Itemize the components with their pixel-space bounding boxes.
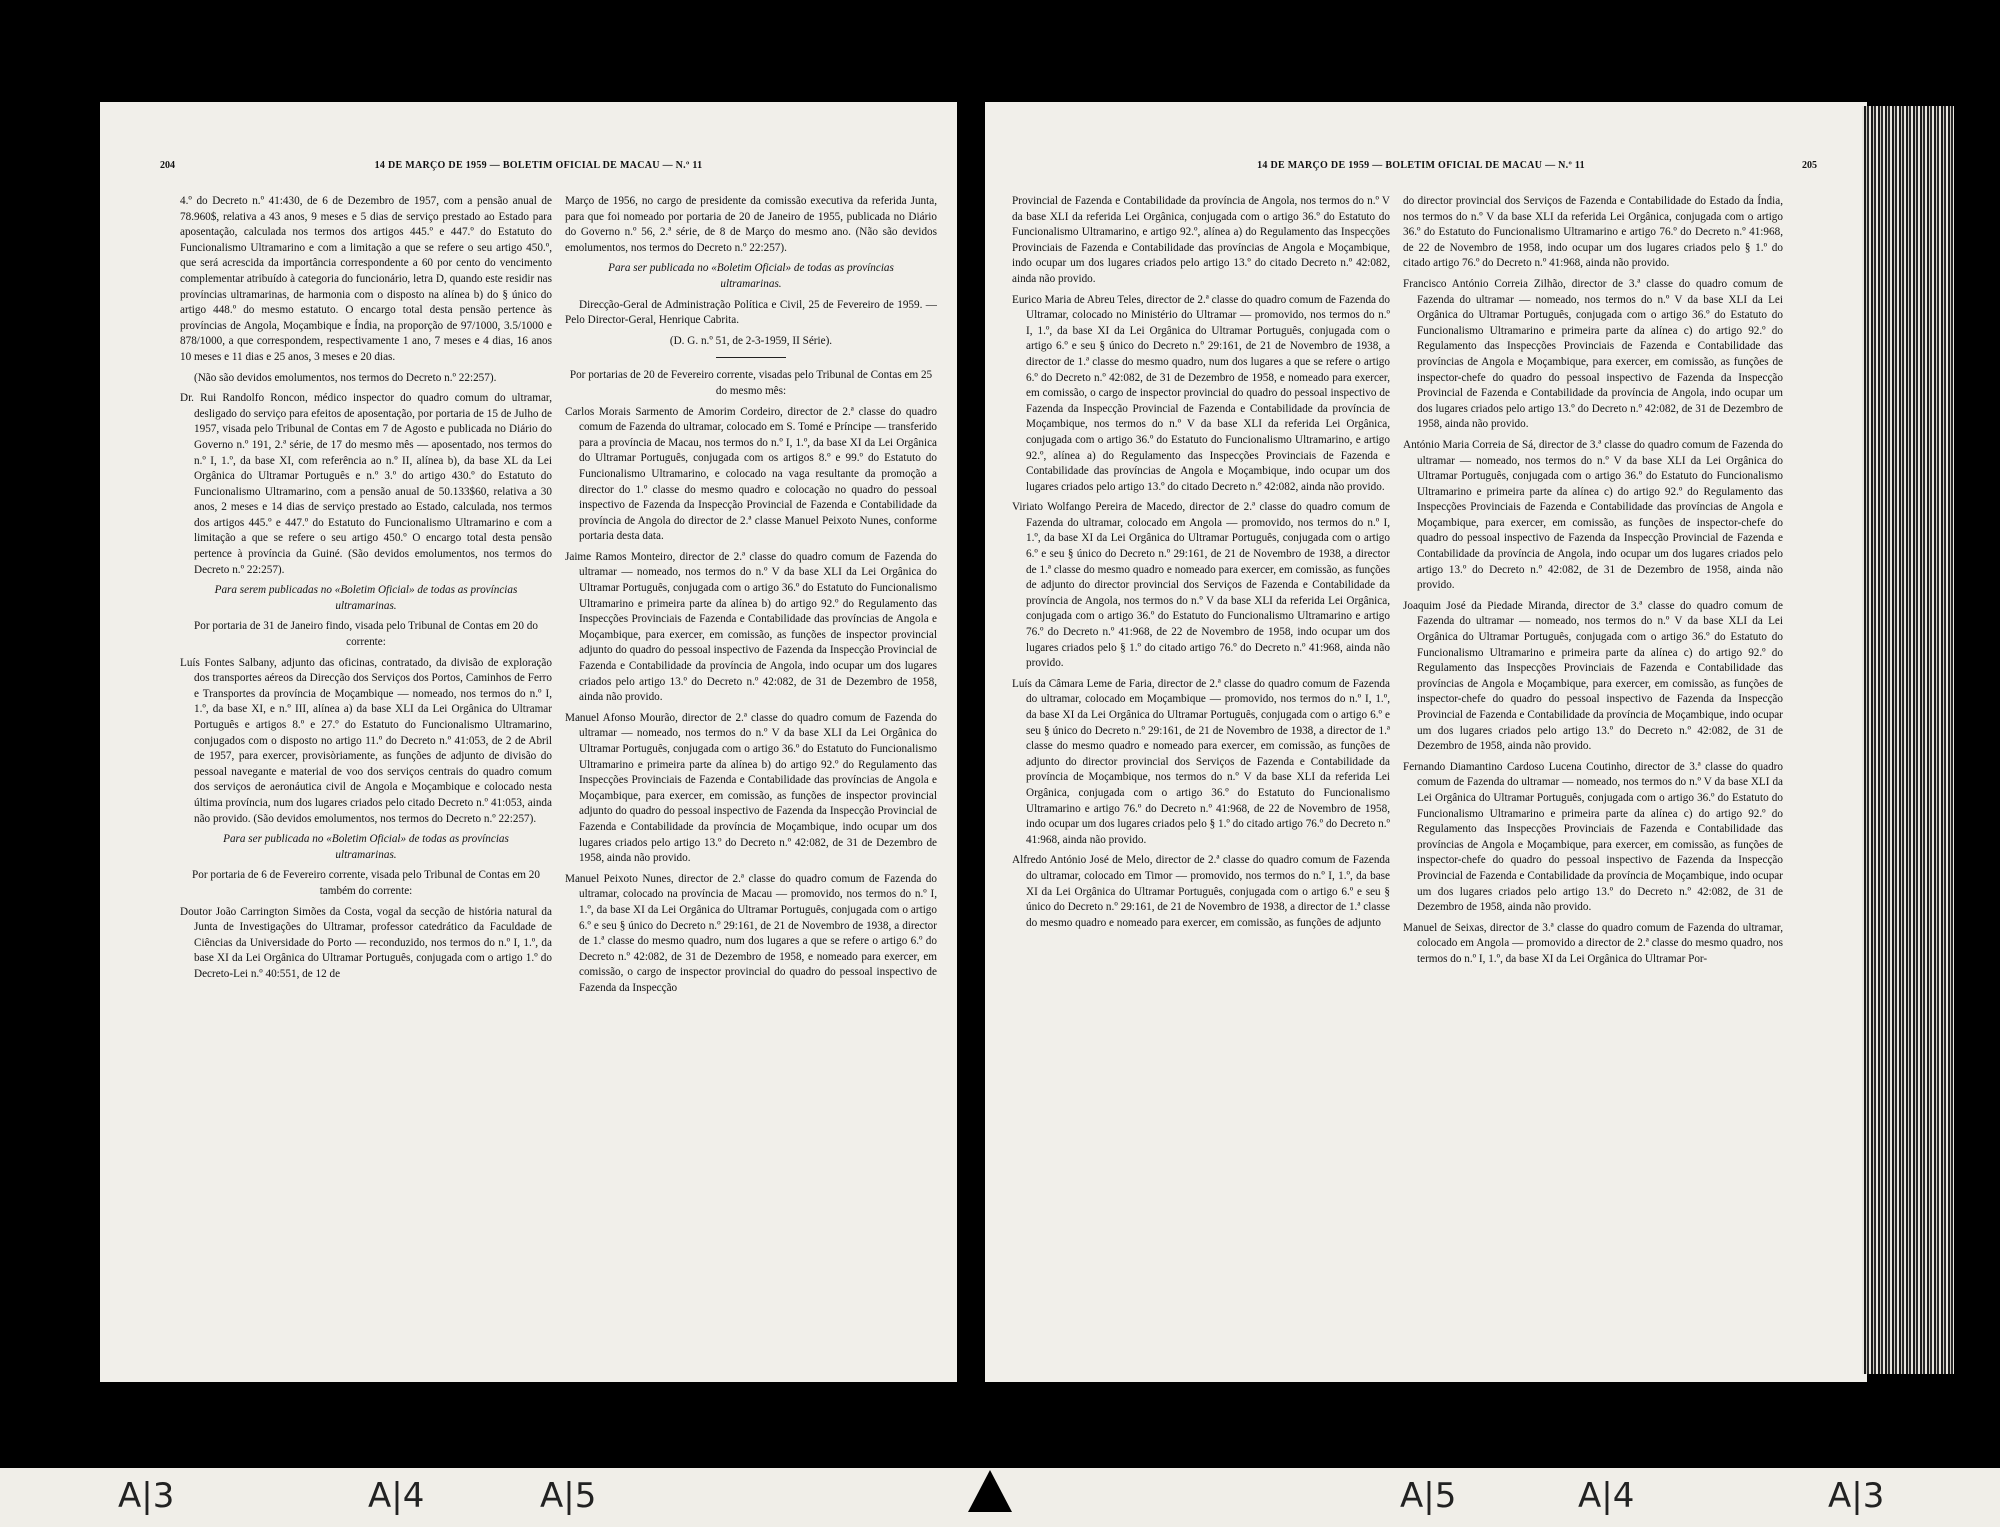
paragraph: Por portarias de 20 de Fevereiro corrente, visadas pelo Tribunal de Contas em 25 do mesmo mês:	[569, 369, 933, 397]
decree-entry: Jaime Ramos Monteiro, director de 2.ª classe do quadro comum de Fazenda do ultramar — nomeado, nos termos do n.º V da base XLI da Lei Orgânica do Ultramar Português, conjugada com o artigo 36.º do Estatuto do Funcionalismo Ultramarino e primeira parte da alínea b) do artigo 92.º do Regulamento das Inspecções Provinciais de Fazenda e Contabilidade das províncias de Angola e Moçambique, para exercer, em comissão, as funções de inspector provincial adjunto do quadro do pessoal inspectivo de Fazenda da Inspecção Provincial de Fazenda e Contabilidade da província de Angola, indo ocupar um dos lugares criados pelo artigo 13.º do Decreto n.º 42:082, de 31 de Dezembro de 1958, ainda não provido.	[565, 550, 937, 704]
decree-entry: Luís Fontes Salbany, adjunto das oficinas, contratado, da divisão de exploração dos transportes aéreos da Direcção dos Serviços dos Portos, Caminhos de Ferro e Transportes da província de Moçambique — nomeado, nos termos do n.º I, 1.º, da base XI, e n.º III, alínea a) da base XLI da Lei Orgânica do Ultramar Português e artigos 8.º e 27.º do Estatuto do Funcionalismo Ultramarino, conjugados com o disposto no artigo 11.º do Decreto n.º 41:053, de 2 de Abril de 1957, para exercer, provisòriamente, as funções de adjunto de divisão do pessoal navegante e material de voo dos serviços centrais do quadro comum dos serviços de aeronáutica civil de Angola e Moçambique e colocado nesta última província, num dos lugares criados pelo citado Decreto n.º 41:053, ainda não provido. (São devidos emolumentos, nos termos do Decreto n.º 22:257).	[180, 656, 552, 825]
paragraph: Por portaria de 6 de Fevereiro corrente, visada pelo Tribunal de Contas em 20 também do corrente:	[192, 869, 540, 897]
paragraph: Por portaria de 31 de Janeiro findo, visada pelo Tribunal de Contas em 20 do corrente:	[194, 620, 538, 649]
decree-entry: Alfredo António José de Melo, director de 2.ª classe do quadro comum de Fazenda do ultramar, colocado em Timor — promovido, nos termos do n.º I, 1.º, da base XI da Lei Orgânica do Ultramar Português, conjugada com o artigo 6.º e seu § único do Decreto n.º 29:161, de 21 de Novembro de 1938, a director de 1.ª classe do mesmo quadro e nomeado para exercer, em comissão, as funções de adjunto	[1012, 854, 1390, 929]
right-page	[985, 102, 1867, 1382]
left-column-2	[565, 194, 937, 1359]
decree-entry: Eurico Maria de Abreu Teles, director de 2.ª classe do quadro comum de Fazenda do Ultramar, colocado no Ministério do Ultramar — promovido, nos termos do n.º I, 1.º, da base XI da Lei Orgânica do Ultramar Português, conjugada com o artigo 6.º e seu § único do Decreto n.º 29:161, de 21 de Novembro de 1938, a director de 1.ª classe do mesmo quadro, num dos lugares a que se refere o artigo 6.º do Decreto n.º 42:082, de 31 de Dezembro de 1958, e nomeado para exercer, em comissão, o cargo de inspector provincial do quadro do pessoal inspectivo de Fazenda da Inspecção Provincial de Fazenda e Contabilidade da província de Moçambique, nos termos do n.º V da base XLI da referida Lei Orgânica, conjugada com o artigo 36.º do Estatuto do Funcionalismo Ultramarino, e artigo 92.º, alínea a) do Regulamento das Inspecções Provinciais de Fazenda e Contabilidade das províncias de Angola e Moçambique, indo ocupar um dos lugares criados pelo artigo 13.º do citado Decreto n.º 42:082, ainda não provido.	[1012, 293, 1390, 493]
left-page-number: 204	[160, 160, 175, 171]
decree-entry: António Maria Correia de Sá, director de 3.ª classe do quadro comum de Fazenda do ultramar — nomeado, nos termos do n.º V da base XLI da Lei Orgânica do Ultramar Português, conjugada com o artigo 36.º do Estatuto do Funcionalismo Ultramarino e primeira parte da alínea c) do artigo 92.º do Regulamento das Inspecções Provinciais de Fazenda e Contabilidade das províncias de Angola e Moçambique, para exercer, em comissão, as funções de inspector-chefe do quadro do pessoal inspectivo de Fazenda da Inspecção Provincial de Fazenda e Contabilidade da província de Angola, indo ocupar um dos lugares criados pelo artigo 13.º do Decreto n.º 42:082, de 31 de Dezembro de 1958, ainda não provido.	[1403, 438, 1783, 592]
decree-entry: Doutor João Carrington Simões da Costa, vogal da secção de história natural da Junta de Investigações do Ultramar, professor catedrático da Faculdade de Ciências da Universidade do Porto — reconduzido, nos termos do n.º I, 1.º, da base XI da Lei Orgânica do Ultramar Português, conjugada com o artigo 1.º do Decreto-Lei n.º 40:551, de 12 de	[180, 905, 552, 980]
decree-entry: Luís da Câmara Leme de Faria, director de 2.ª classe do quadro comum de Fazenda do ultramar, colocado em Moçambique — promovido, nos termos do n.º I, 1.º, da base XI da Lei Orgânica do Ultramar Português, conjugada com o artigo 6.º e seu § único do Decreto n.º 29:161, de 21 de Novembro de 1938, a director de 1.ª classe do mesmo quadro e nomeado para exercer, em comissão, as funções de adjunto do director provincial dos Serviços de Fazenda e Contabilidade da província de Moçambique, nos termos do n.º V da base XLI da referida Lei Orgânica, conjugada com o artigo 36.º do Estatuto do Funcionalismo Ultramarino e artigo 76.º do Decreto n.º 41:968, de 22 de Novembro de 1958, indo ocupar um dos lugares criados pelo § 1.º do citado artigo 76.º do Decreto n.º 41:968, ainda não provido.	[1012, 677, 1390, 846]
left-header-title: 14 DE MARÇO DE 1959 — BOLETIM OFICIAL DE MACAU — N.º 11	[374, 160, 703, 171]
book-page-edges	[1862, 106, 1954, 1374]
decree-entry: Viriato Wolfango Pereira de Macedo, director de 2.ª classe do quadro comum de Fazenda do ultramar, colocado em Angola — promovido, nos termos do n.º I, 1.º, da base XI da Lei Orgânica do Ultramar Português, conjugada com o artigo 6.º e seu § único do Decreto n.º 29:161, de 21 de Novembro de 1938, a director de 1.ª classe do mesmo quadro e nomeado para exercer, em comissão, as funções de adjunto do director provincial dos Serviços de Fazenda e Contabilidade da província de Angola, nos termos do n.º V da base XLI da referida Lei Orgânica, conjugada com o artigo 36.º do Estatuto do Funcionalismo Ultramarino e artigo 76.º do Decreto n.º 41:968, de 22 de Novembro de 1958, indo ocupar um dos lugares criados pelo § 1.º do citado artigo 76.º do Decreto n.º 41:968, ainda não provido.	[1012, 501, 1390, 670]
decree-entry: Manuel de Seixas, director de 3.ª classe do quadro comum de Fazenda do ultramar, colocado em Angola — promovido a director de 2.ª classe do mesmo quadro, nos termos do n.º I, 1.º, da base XI da Lei Orgânica do Ultramar Por-	[1403, 921, 1783, 965]
decree-entry: Carlos Morais Sarmento de Amorim Cordeiro, director de 2.ª classe do quadro comum de Fazenda do ultramar, colocado em S. Tomé e Príncipe — transferido para a província de Macau, nos termos do n.º I, 1.º, da base XI da Lei Orgânica do Ultramar Português, conjugada com os artigos 8.º e 99.º do Estatuto do Funcionalismo Ultramarino, e colocado na vaga resultante da promoção a director do 1.º classe do mesmo quadro e colocação no quadro do pessoal inspectivo de Fazenda da Inspecção Provincial de Fazenda e Contabilidade da província de Angola do director de 2.ª classe Manuel Peixoto Nunes, conforme portaria desta data.	[565, 405, 937, 543]
paragraph: Provincial de Fazenda e Contabilidade da província de Angola, nos termos do n.º V da base XLI da referida Lei Orgânica, conjugada com o artigo 36.º do Estatuto do Funcionalismo Ultramarino, e artigo 92.º, alínea a) do Regulamento das Inspecções Provinciais de Fazenda e Contabilidade das províncias de Angola e Moçambique, indo ocupar um dos lugares criados pelo artigo 13.º do citado Decreto n.º 42:082, ainda não provido.	[1012, 195, 1390, 285]
decree-entry: Francisco António Correia Zilhão, director de 3.ª classe do quadro comum de Fazenda do ultramar — nomeado, nos termos do n.º V da base XLI da Lei Orgânica do Ultramar Português, conjugada com o artigo 36.º do Estatuto do Funcionalismo Ultramarino e primeira parte da alínea c) do artigo 92.º do Regulamento das Inspecções Provinciais de Fazenda e Contabilidade das províncias de Angola e Moçambique, para exercer, em comissão, as funções de inspector-chefe do quadro do pessoal inspectivo de Fazenda da Inspecção Provincial de Fazenda e Contabilidade da província de Angola, indo ocupar um dos lugares criados pelo artigo 13.º do Decreto n.º 42:082, de 31 de Dezembro de 1958, ainda não provido.	[1403, 277, 1783, 431]
decree-entry: Fernando Diamantino Cardoso Lucena Coutinho, director de 3.ª classe do quadro comum de Fazenda do ultramar — nomeado, nos termos do n.º V da base XLI da Lei Orgânica do Ultramar Português, conjugada com o artigo 36.º do Estatuto do Funcionalismo Ultramarino e primeira parte da alínea c) do artigo 92.º do Regulamento das Inspecções Provinciais de Fazenda e Contabilidade das províncias de Angola e Moçambique, para exercer, em comissão, as funções de inspector-chefe do quadro do pessoal inspectivo de Fazenda da Inspecção Provincial de Fazenda e Contabilidade da província de Moçambique, indo ocupar um dos lugares criados pelo artigo 13.º do Decreto n.º 42:082, de 31 de Dezembro de 1958, ainda não provido.	[1403, 760, 1783, 914]
publication-note: Para ser publicada no «Boletim Oficial» de todas as províncias ultramarinas.	[223, 833, 509, 861]
right-header-title: 14 DE MARÇO DE 1959 — BOLETIM OFICIAL DE MACAU — N.º 11	[1257, 160, 1585, 171]
film-marker: A|3	[1828, 1476, 1885, 1516]
film-marker: A|4	[1578, 1476, 1635, 1516]
paragraph: Março de 1956, no cargo de presidente da comissão executiva da referida Junta, para que foi nomeado por portaria de 20 de Janeiro de 1955, publicada no Diário do Governo n.º 56, 2.ª série, de 8 de Março do mesmo ano. (Não são devidos emolumentos, nos termos do Decreto n.º 22:257).	[565, 195, 937, 254]
left-page	[100, 102, 957, 1382]
film-center-notch	[968, 1470, 1012, 1512]
paragraph: 4.º do Decreto n.º 41:430, de 6 de Dezembro de 1957, com a pensão anual de 78.960$, relativa a 43 anos, 9 meses e 5 dias de serviço prestado ao Estado para aposentação, calculada nos termos dos artigos 445.º e 447.º do Estatuto do Funcionalismo Ultramarino e com a limitação a que se refere o seu artigo 450.º, que será acrescida da importância correspondente a 60 por cento do vencimento complementar atribuído à categoria do funcionário, letra D, quando este residir nas províncias ultramarinas, de harmonia com o disposto na alínea b) do § único do artigo 448.º do mesmo estatuto. O encargo total desta pensão pertence às províncias de Angola, Moçambique e Índia, na proporção de 97/1000, 3.5/1000 e 878/1000, a que correspondem, respectivamente 1 ano, 7 meses e 4 dias, 16 anos 10 meses e 11 dias e 25 anos, 3 meses e 20 dias.	[180, 195, 552, 363]
decree-entry: Joaquim José da Piedade Miranda, director de 3.ª classe do quadro comum de Fazenda do ultramar — nomeado, nos termos do n.º V da base XLI da Lei Orgânica do Ultramar Português, conjugada com o artigo 36.º do Estatuto do Funcionalismo Ultramarino e primeira parte da alínea c) do artigo 92.º do Regulamento das Inspecções Provinciais de Fazenda e Contabilidade das províncias de Angola e Moçambique, para exercer, em comissão, as funções de inspector-chefe do quadro do pessoal inspectivo de Fazenda da Inspecção Provincial de Fazenda e Contabilidade da província de Moçambique, indo ocupar um dos lugares criados pelo artigo 13.º do Decreto n.º 42:082, de 31 de Dezembro de 1958, ainda não provido.	[1403, 599, 1783, 753]
right-column-1	[1012, 194, 1390, 1359]
decree-entry: Manuel Afonso Mourão, director de 2.ª classe do quadro comum de Fazenda do ultramar — nomeado, nos termos do n.º V da base XLI da Lei Orgânica do Ultramar Português, conjugada com o artigo 36.º do Estatuto do Funcionalismo Ultramarino e primeira parte da alínea b) do artigo 92.º do Regulamento das Inspecções Provinciais de Fazenda e Contabilidade das províncias de Angola e Moçambique, para exercer, em comissão, as funções de inspector provincial adjunto do quadro do pessoal inspectivo de Fazenda da Inspecção Provincial de Fazenda e Contabilidade da província de Moçambique, indo ocupar um dos lugares criados pelo artigo 13.º do Decreto n.º 42:082, de 31 de Dezembro de 1958, ainda não provido.	[565, 711, 937, 865]
film-marker: A|3	[118, 1476, 175, 1516]
publication-note: Para ser publicada no «Boletim Oficial» de todas as províncias ultramarinas.	[608, 262, 894, 290]
section-divider	[716, 357, 786, 358]
film-marker: A|5	[1400, 1476, 1457, 1516]
film-marker: A|5	[540, 1476, 597, 1516]
paragraph: do director provincial dos Serviços de Fazenda e Contabilidade do Estado da Índia, nos termos do n.º V da base XLI da referida Lei Orgânica, conjugada com o artigo 36.º do Estatuto do Funcionalismo Ultramarino e artigo 76.º do Decreto n.º 41:968, de 22 de Novembro de 1958, indo ocupar um dos lugares criados pelo § 1.º do citado artigo 76.º do Decreto n.º 41:968, ainda não provido.	[1403, 195, 1783, 270]
decree-entry: Dr. Rui Randolfo Roncon, médico inspector do quadro comum do ultramar, desligado do serviço para efeitos de aposentação, por portaria de 15 de Julho de 1957, visada pelo Tribunal de Contas em 7 de Agosto e publicada no Diário do Governo n.º 191, 2.ª série, de 17 do mesmo mês — aposentado, nos termos do n.º I, 1.º, da base XI, com referência ao n.º II, alínea b), da base XL da Lei Orgânica do Ultramar Português e n.º 3.º do artigo 430.º do Estatuto do Funcionalismo Ultramarino, com a pensão anual de 50.133$60, relativa a 30 anos, 2 meses e 14 dias de serviço prestado ao Estado, calculada, nos termos dos artigos 445.º e 447.º do Estatuto do Funcionalismo Ultramarino e com a limitação a que se refere o seu artigo 450.º O encargo total desta pensão pertence à província da Guiné. (São devidos emolumentos, nos termos do Decreto n.º 22:257).	[180, 392, 552, 576]
paragraph: (Não são devidos emolumentos, nos termos do Decreto n.º 22:257).	[194, 371, 497, 384]
right-running-head	[1025, 160, 1817, 178]
paragraph: (D. G. n.º 51, de 2-3-1959, II Série).	[669, 334, 833, 347]
decree-entry: Manuel Peixoto Nunes, director de 2.ª classe do quadro comum de Fazenda do ultramar, colocado na província de Macau — promovido, nos termos do n.º I, 1.º, da base XI da Lei Orgânica do Ultramar Português, conjugada com o artigo 6.º e seu § único do Decreto n.º 29:161, de 21 de Novembro de 1938, a director de 1.ª classe do mesmo quadro, num dos lugares a que se refere o artigo 6.º do Decreto n.º 42:082, de 31 de Dezembro de 1958, e nomeado para exercer, em comissão, o cargo de inspector provincial do quadro do pessoal inspectivo de Fazenda da Inspecção	[565, 872, 937, 994]
right-page-number: 205	[1802, 160, 1817, 171]
left-running-head	[160, 160, 917, 178]
publication-note: Para serem publicadas no «Boletim Oficial» de todas as províncias ultramarinas.	[214, 584, 518, 612]
right-column-2	[1403, 194, 1783, 1359]
film-marker: A|4	[368, 1476, 425, 1516]
left-column-1	[180, 194, 552, 1359]
paragraph: Direcção-Geral de Administração Política e Civil, 25 de Fevereiro de 1959. — Pelo Director-Geral, Henrique Cabrita.	[565, 298, 937, 327]
